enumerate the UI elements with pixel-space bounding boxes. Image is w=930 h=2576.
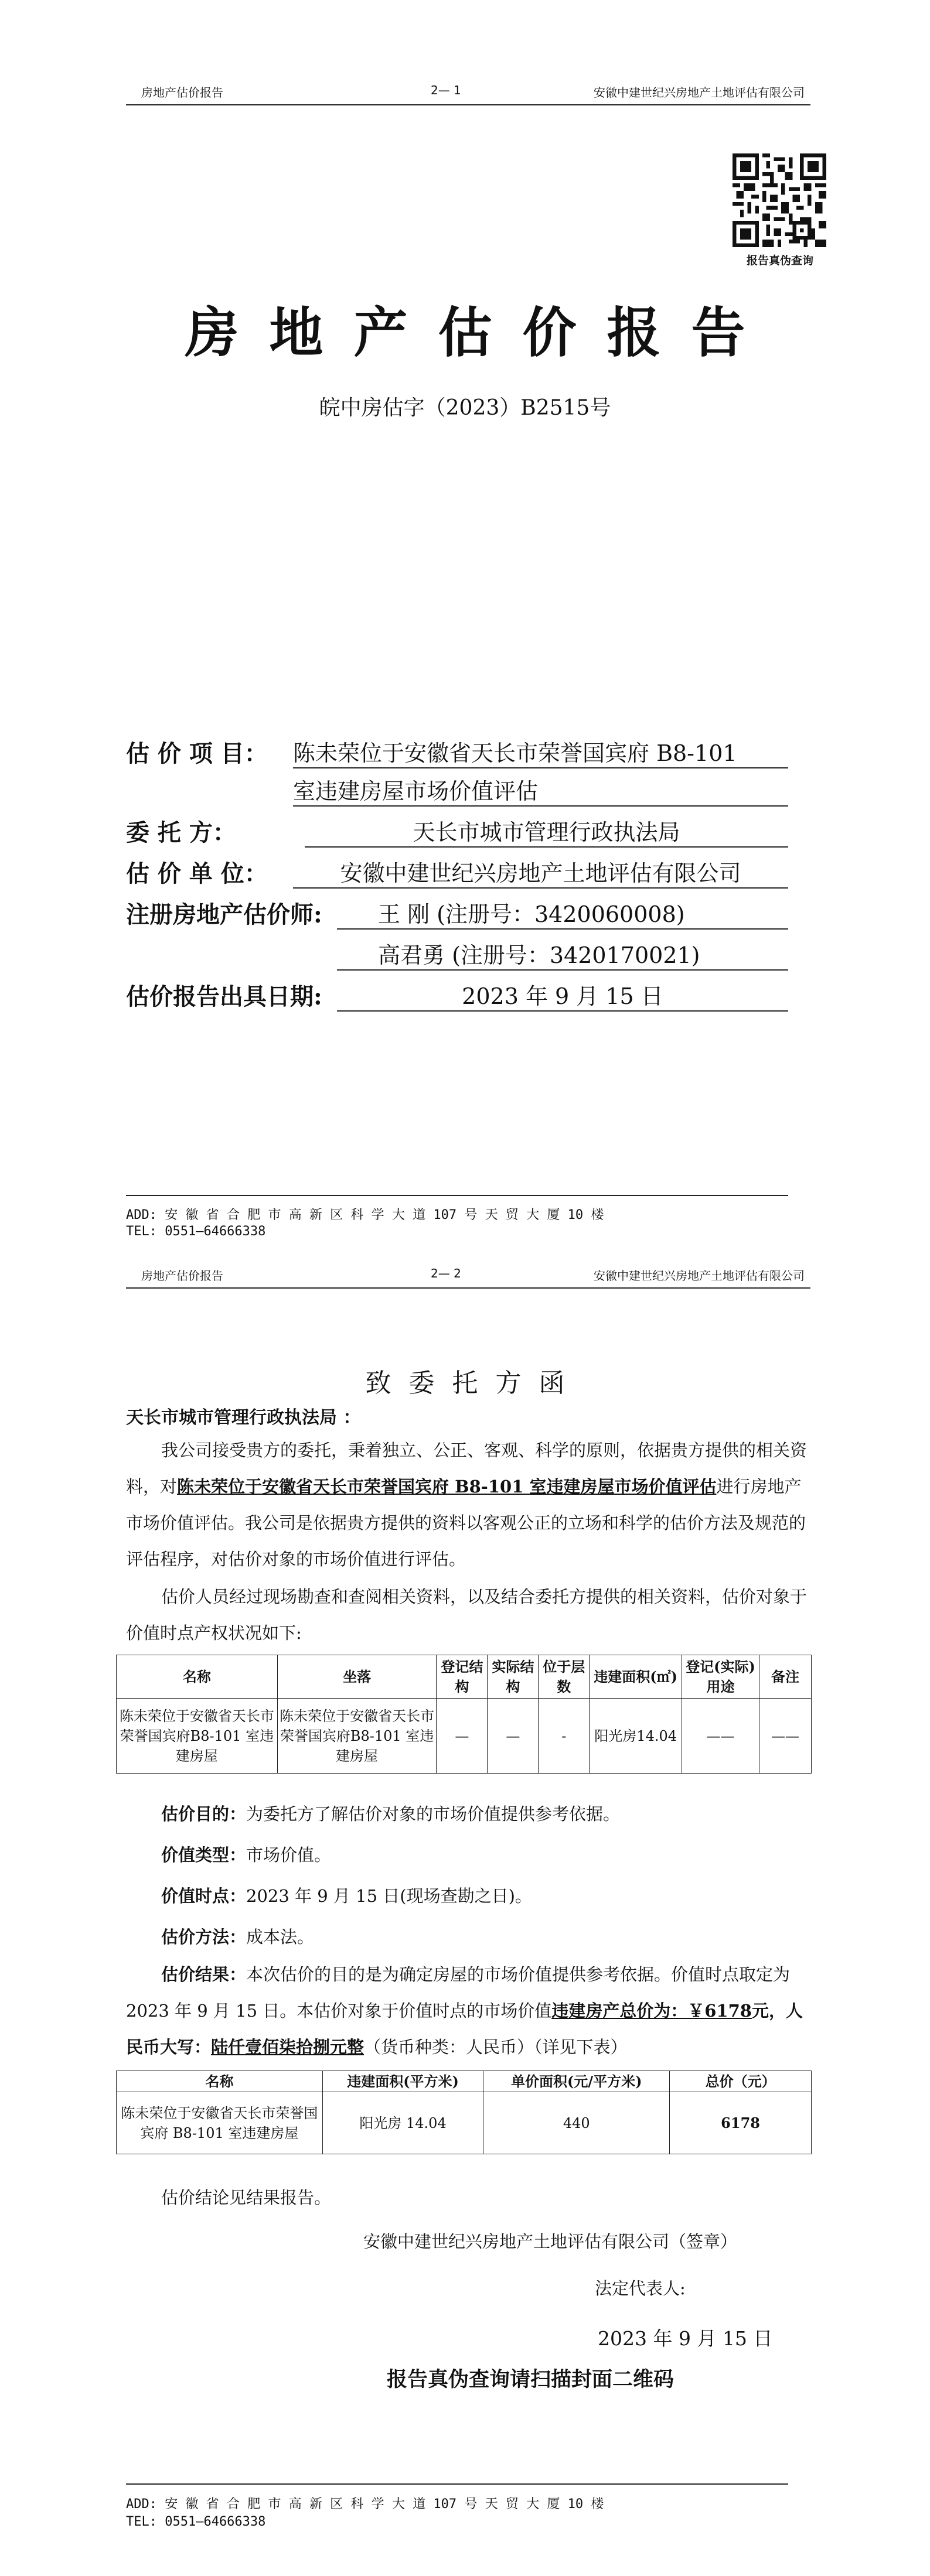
table-cell: - bbox=[539, 1699, 590, 1774]
table-cell: 陈未荣位于安徽省天长市荣誉国宾府B8-101 室违建房屋 bbox=[277, 1699, 437, 1774]
letter-title: 致委托方函 bbox=[365, 1368, 582, 1398]
signature-representative: 法定代表人: bbox=[595, 2278, 686, 2298]
date-label: 估价报告出具日期: bbox=[126, 983, 322, 1010]
table-cell: — bbox=[488, 1699, 539, 1774]
header-page-number: 2— 2 bbox=[431, 1266, 461, 1280]
intro-text-a: 我公司接受贵方的委托，秉着独立、公正、客观、科学的原则，依据贵方提供的相关资料，对 bbox=[126, 1440, 808, 1497]
table-row bbox=[117, 2092, 812, 2154]
project-line-2: 室违建房屋市场价值评估 bbox=[293, 773, 788, 807]
signature-company: 安徽中建世纪兴房地产土地评估有限公司（签章） bbox=[363, 2232, 738, 2252]
header-page-number: 2— 1 bbox=[431, 83, 461, 97]
client-value: 天长市城市管理行政执法局 bbox=[305, 814, 788, 848]
purpose-line bbox=[161, 1801, 620, 1825]
report-number: 皖中房估字（2023）B2515号 bbox=[319, 396, 611, 420]
purpose-label: 估价目的： bbox=[161, 1804, 247, 1824]
result-text-a: 本次估价的目的是为确定房屋的市场价值提供参考依据。价值时点取定为 2023 年 9 月 15 日。本估价对象于价值时点的市场价值 bbox=[126, 1965, 791, 2021]
result-paragraph bbox=[126, 1956, 812, 2065]
verify-notice: 报告真伪查询请扫描封面二维码 bbox=[387, 2367, 674, 2391]
time-label: 价值时点： bbox=[161, 1886, 247, 1906]
conclusion-line: 估价结论见结果报告。 bbox=[161, 2188, 332, 2208]
result-text-e: （货币种类：人民币）（详见下表） bbox=[364, 2037, 628, 2057]
date-value: 2023 年 9 月 15 日 bbox=[337, 978, 788, 1012]
header-company: 安徽中建世纪兴房地产土地评估有限公司 bbox=[594, 1269, 805, 1283]
table-header-cell: 名称 bbox=[117, 1655, 278, 1699]
appraiser-label: 注册房地产估价师: bbox=[126, 901, 322, 928]
report-title: 房地产估价报告 bbox=[185, 301, 776, 364]
intro-text-c: 进行房地产市场价值评估。我公司是依据贵方提供的资料以客观公正的立场和科学的估价方法及规范的评估程序，对估价对象的市场价值进行评估。 bbox=[126, 1477, 806, 1569]
qr-caption: 报告真伪查询 bbox=[746, 254, 813, 267]
time-value: 2023 年 9 月 15 日(现场查勘之日)。 bbox=[246, 1886, 532, 1906]
method-label: 估价方法： bbox=[161, 1927, 247, 1947]
table-header-cell: 名称 bbox=[117, 2071, 323, 2092]
table-header-cell: 违建面积(平方米) bbox=[322, 2071, 483, 2092]
table-header-cell: 备注 bbox=[759, 1655, 812, 1699]
header-left: 房地产估价报告 bbox=[141, 86, 223, 100]
table-header-cell: 坐落 bbox=[277, 1655, 437, 1699]
letter-salutation: 天长市城市管理行政执法局 ： bbox=[126, 1407, 361, 1428]
table-header-cell: 实际结构 bbox=[488, 1655, 539, 1699]
result-text-c: 元，人民币大写： bbox=[126, 2001, 803, 2057]
table-cell: 阳光房 14.04 bbox=[322, 2092, 483, 2154]
type-label: 价值类型： bbox=[161, 1845, 247, 1865]
date-row bbox=[126, 978, 322, 1012]
result-label: 估价结果： bbox=[161, 1965, 247, 1984]
table-header-row bbox=[117, 1655, 812, 1699]
method-line bbox=[161, 1924, 314, 1948]
table-cell: 陈未荣位于安徽省天长市荣誉国宾府 B8-101 室违建房屋 bbox=[117, 2092, 323, 2154]
appraiser-row bbox=[126, 896, 322, 930]
unit-value: 安徽中建世纪兴房地产土地评估有限公司 bbox=[293, 855, 788, 889]
result-total: 违建房产总价为：￥6178 bbox=[551, 2001, 752, 2021]
cover-page bbox=[0, 0, 930, 1286]
footer-telephone: TEL: 0551—64666338 bbox=[126, 1224, 266, 1239]
paragraph-survey: 估价人员经过现场勘查和查阅相关资料，以及结合委托方提供的相关资料，估价对象于价值时点产权状况如下: bbox=[126, 1587, 808, 1643]
table-header-cell: 单价面积(元/平方米) bbox=[483, 2071, 670, 2092]
table-cell: 440 bbox=[483, 2092, 670, 2154]
footer-address: ADD: 安 徽 省 合 肥 市 高 新 区 科 学 大 道 107 号 天 贸 大 厦 10 楼 bbox=[126, 2497, 604, 2512]
purpose-value: 为委托方了解估价对象的市场价值提供参考依据。 bbox=[246, 1804, 621, 1824]
table-header-cell: 总价（元） bbox=[670, 2071, 812, 2092]
header-company: 安徽中建世纪兴房地产土地评估有限公司 bbox=[594, 86, 805, 100]
table-cell: —— bbox=[759, 1699, 812, 1774]
intro-project-name: 陈未荣位于安徽省天长市荣誉国宾府 B8-101 室违建房屋市场价值评估 bbox=[177, 1477, 717, 1497]
unit-row bbox=[126, 855, 268, 889]
qr-code-icon bbox=[733, 153, 826, 247]
type-line bbox=[161, 1842, 331, 1866]
unit-label: 估 价 单 位： bbox=[126, 860, 268, 887]
table-header-cell: 违建面积(㎡) bbox=[590, 1655, 682, 1699]
running-header bbox=[126, 1253, 810, 1289]
property-table bbox=[116, 1655, 812, 1774]
table-cell: —— bbox=[682, 1699, 759, 1774]
footer-telephone: TEL: 0551—64666338 bbox=[126, 2514, 266, 2529]
table-cell: 陈未荣位于安徽省天长市荣誉国宾府B8-101 室违建房屋 bbox=[117, 1699, 278, 1774]
client-row bbox=[126, 814, 236, 848]
header-left: 房地产估价报告 bbox=[141, 1269, 223, 1283]
table-cell: 6178 bbox=[670, 2092, 812, 2154]
type-value: 市场价值。 bbox=[246, 1845, 332, 1865]
signature-date: 2023 年 9 月 15 日 bbox=[598, 2327, 773, 2350]
project-label: 估 价 项 目： bbox=[126, 740, 268, 767]
running-header bbox=[126, 70, 810, 105]
footer-address: ADD: 安 徽 省 合 肥 市 高 新 区 科 学 大 道 107 号 天 贸 大 厦 10 楼 bbox=[126, 1208, 604, 1222]
method-value: 成本法。 bbox=[246, 1927, 315, 1947]
paragraph-intro bbox=[126, 1432, 812, 1577]
footer-divider bbox=[126, 1195, 788, 1196]
project-line-1: 陈未荣位于安徽省天长市荣誉国宾府 B8-101 bbox=[293, 735, 788, 768]
table-header-cell: 位于层数 bbox=[539, 1655, 590, 1699]
table-header-row bbox=[117, 2071, 812, 2092]
result-amount-words: 陆仟壹佰柒拾捌元整 bbox=[211, 2037, 364, 2057]
table-cell: 阳光房14.04 bbox=[590, 1699, 682, 1774]
time-line bbox=[161, 1883, 532, 1907]
table-row bbox=[117, 1699, 812, 1774]
appraiser-2: 高君勇 (注册号：3420170021) bbox=[337, 937, 788, 971]
valuation-table bbox=[116, 2071, 812, 2154]
table-header-cell: 登记(实际)用途 bbox=[682, 1655, 759, 1699]
table-cell: — bbox=[437, 1699, 488, 1774]
project-row bbox=[126, 735, 268, 768]
appraiser-1: 王 刚 (注册号：3420060008) bbox=[337, 896, 788, 930]
client-label: 委 托 方： bbox=[126, 819, 236, 846]
footer-divider bbox=[126, 2483, 788, 2485]
table-header-cell: 登记结构 bbox=[437, 1655, 488, 1699]
letter-page bbox=[0, 1266, 930, 2576]
